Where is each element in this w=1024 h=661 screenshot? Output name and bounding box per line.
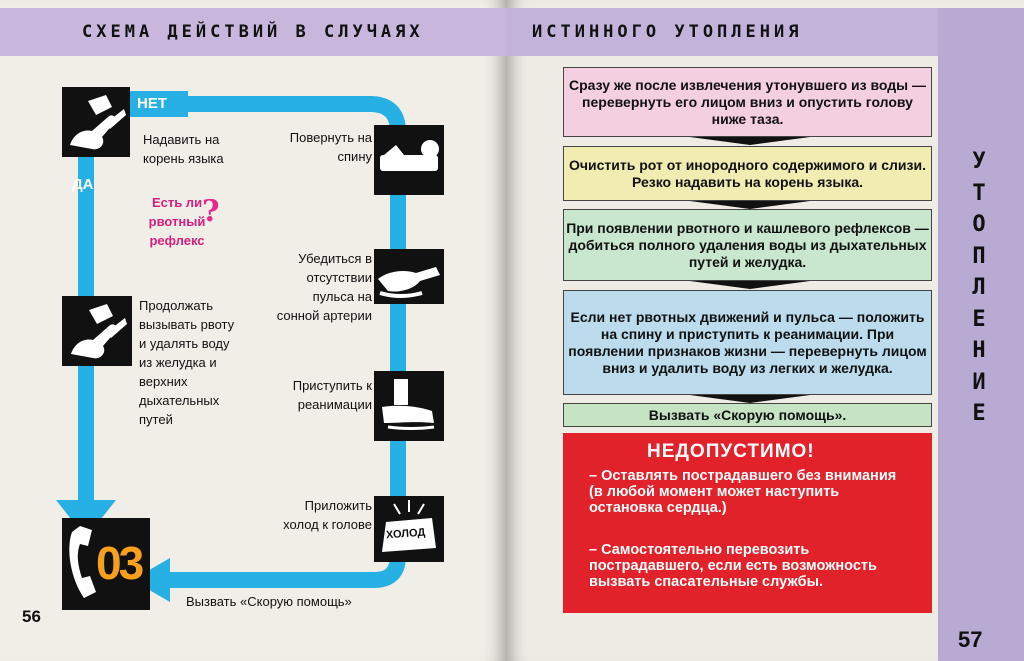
step-apply-cold: Приложить холод к голове [283, 498, 372, 532]
turn-on-back-icon [374, 125, 444, 195]
right-page-header: ИСТИННОГО УТОПЛЕНИЯ [532, 22, 803, 42]
left-page-header: СХЕМА ДЕЙСТВИЙ В СЛУЧАЯХ [82, 22, 424, 42]
hand-press-head-icon [62, 87, 130, 157]
right-page-number: 57 [958, 627, 983, 652]
right-page [506, 0, 1024, 661]
side-title-text: УТОПЛЕНИЕ [972, 149, 986, 426]
step-start-resuscitation: Приступить к реанимации [292, 378, 372, 412]
cpr-hands-icon [374, 371, 444, 441]
warning-box [563, 433, 932, 613]
warning-item-1: – Оставлять пострадавшего без внимания (в любой момент может наступить остановка сердца.) [589, 468, 897, 516]
step-box-4: Если нет рвотных движений и пульса — положить на спину и приступить к реанимации. При появлении признаков жизни — перевернуть лицом вниз и удалить воду из легких и желудка. [563, 290, 932, 395]
pulse-check-icon [374, 249, 444, 304]
step-box-1: Сразу же после извлечения утонувшего из воды — перевернуть его лицом вниз и опустить голову ниже таза. [563, 67, 932, 137]
step-check-pulse: Убедиться в отсутствии пульса на сонной артерии [276, 251, 372, 323]
step-press-tongue: Надавить на корень языка [143, 132, 224, 166]
phone-number: 03 [96, 537, 142, 589]
phone-icon [62, 518, 150, 610]
step-call-ambulance: Вызвать «Скорую помощь» [186, 594, 352, 609]
step-box-5: Вызвать «Скорую помощь». [563, 403, 932, 427]
cold-icon-label: ХОЛОД [385, 526, 426, 542]
left-page-number: 56 [22, 607, 41, 626]
step-box-3: При появлении рвотного и кашлевого рефлексов — добиться полного удаления воды из дыхательных путей и желудка. [563, 209, 932, 281]
no-label: НЕТ [137, 95, 167, 112]
hand-press-head-icon [62, 296, 132, 366]
step-box-2: Очистить рот от инородного содержимого и слизи. Резко надавить на корень языка. [563, 146, 932, 201]
step-continue-vomit: Продолжать вызывать рвоту и удалять воду из желудка и верхних дыхательных путей [139, 298, 235, 427]
cold-pack-icon [374, 496, 444, 562]
step-turn-over: Повернуть на спину [289, 130, 372, 164]
warning-item-2: – Самостоятельно перевозить пострадавшего, если есть возможность вызвать спасательные службы. [589, 542, 877, 590]
question-mark-icon: ? [202, 194, 220, 229]
left-page [0, 0, 506, 661]
warning-title: НЕДОПУСТИМО! [647, 441, 815, 462]
yes-label: ДА [72, 176, 94, 193]
question-reflex: Есть ли рвотный рефлекс [148, 195, 206, 248]
side-title [964, 146, 994, 430]
